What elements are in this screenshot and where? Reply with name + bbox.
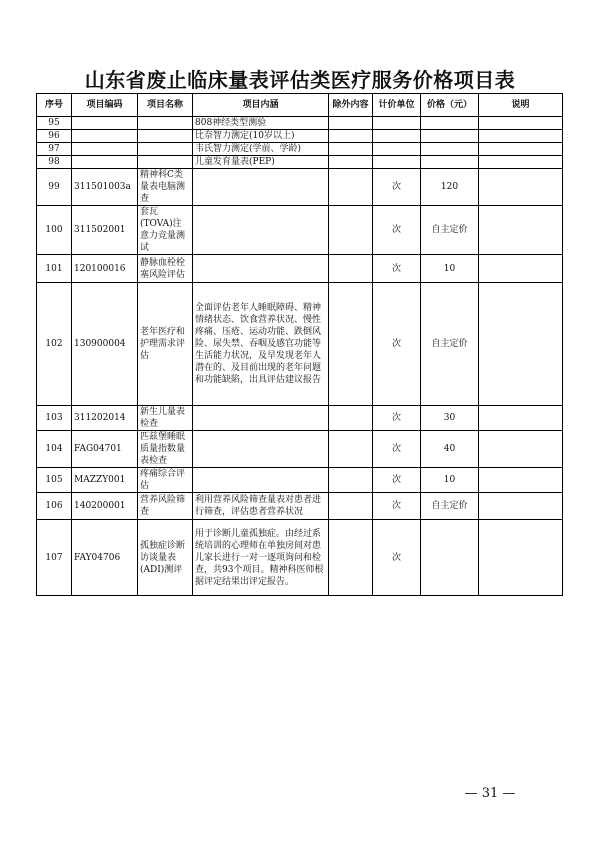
cell-no: 101 — [37, 255, 72, 283]
cell-exclusion — [329, 117, 373, 130]
table-row — [37, 283, 563, 406]
cell-code: FAY04706 — [72, 520, 138, 596]
cell-content — [193, 431, 329, 468]
cell-note — [479, 493, 563, 520]
cell-no: 102 — [37, 283, 72, 406]
table-row — [37, 406, 563, 431]
cell-unit: 次 — [373, 468, 421, 493]
cell-name: 老年医疗和护理需求评估 — [138, 283, 193, 406]
cell-name: 新生儿量表检查 — [138, 406, 193, 431]
cell-content: 儿童发育量表(PEP) — [193, 156, 329, 169]
cell-price: 10 — [421, 255, 479, 283]
cell-note — [479, 117, 563, 130]
header-name: 项目名称 — [138, 94, 193, 117]
header-content: 项目内涵 — [193, 94, 329, 117]
cell-unit — [373, 130, 421, 143]
cell-no: 95 — [37, 117, 72, 130]
cell-code — [72, 130, 138, 143]
cell-code: 311502001 — [72, 206, 138, 255]
header-no: 序号 — [37, 94, 72, 117]
table-row — [37, 493, 563, 520]
cell-no: 97 — [37, 143, 72, 156]
cell-name — [138, 117, 193, 130]
cell-code: 140200001 — [72, 493, 138, 520]
cell-content — [193, 406, 329, 431]
cell-name: 静脉血栓栓塞风险评估 — [138, 255, 193, 283]
table-row — [37, 143, 563, 156]
cell-unit: 次 — [373, 255, 421, 283]
cell-exclusion — [329, 130, 373, 143]
cell-price: 120 — [421, 169, 479, 206]
cell-price: 自主定价 — [421, 283, 479, 406]
cell-note — [479, 520, 563, 596]
cell-note — [479, 431, 563, 468]
cell-no: 104 — [37, 431, 72, 468]
cell-exclusion — [329, 156, 373, 169]
cell-note — [479, 130, 563, 143]
cell-code: 130900004 — [72, 283, 138, 406]
cell-unit — [373, 117, 421, 130]
cell-name — [138, 143, 193, 156]
cell-note — [479, 468, 563, 493]
cell-price: 10 — [421, 468, 479, 493]
cell-content: 利用营养风险筛查量表对患者进行筛查，评估患者营养状况 — [193, 493, 329, 520]
header-code: 项目编码 — [72, 94, 138, 117]
cell-unit — [373, 156, 421, 169]
price-table — [36, 93, 563, 596]
cell-exclusion — [329, 206, 373, 255]
table-row — [37, 169, 563, 206]
cell-no: 96 — [37, 130, 72, 143]
cell-note — [479, 143, 563, 156]
cell-unit: 次 — [373, 169, 421, 206]
cell-code: 120100016 — [72, 255, 138, 283]
cell-note — [479, 169, 563, 206]
cell-exclusion — [329, 255, 373, 283]
cell-unit — [373, 143, 421, 156]
cell-no: 103 — [37, 406, 72, 431]
cell-price — [421, 143, 479, 156]
cell-name: 匹兹堡睡眠质量指数量表检查 — [138, 431, 193, 468]
cell-price — [421, 520, 479, 596]
cell-content — [193, 169, 329, 206]
table-row — [37, 117, 563, 130]
cell-code — [72, 156, 138, 169]
cell-content: 808神经类型测验 — [193, 117, 329, 130]
table-header-row — [37, 94, 563, 117]
table-row — [37, 520, 563, 596]
cell-exclusion — [329, 406, 373, 431]
cell-no: 98 — [37, 156, 72, 169]
cell-content — [193, 255, 329, 283]
header-note: 说明 — [479, 94, 563, 117]
cell-exclusion — [329, 431, 373, 468]
cell-name: 孤独症诊断访谈量表(ADI)测评 — [138, 520, 193, 596]
cell-exclusion — [329, 520, 373, 596]
cell-no: 100 — [37, 206, 72, 255]
cell-unit: 次 — [373, 283, 421, 406]
cell-name: 精神科C类量表电脑测查 — [138, 169, 193, 206]
cell-exclusion — [329, 493, 373, 520]
cell-note — [479, 255, 563, 283]
cell-exclusion — [329, 283, 373, 406]
cell-name — [138, 156, 193, 169]
cell-price: 自主定价 — [421, 493, 479, 520]
cell-note — [479, 406, 563, 431]
cell-code: 311501003a — [72, 169, 138, 206]
cell-note — [479, 156, 563, 169]
table-row — [37, 130, 563, 143]
header-exclusion: 除外内容 — [329, 94, 373, 117]
cell-code — [72, 117, 138, 130]
cell-unit: 次 — [373, 206, 421, 255]
cell-price: 自主定价 — [421, 206, 479, 255]
cell-code — [72, 143, 138, 156]
cell-unit: 次 — [373, 431, 421, 468]
cell-content: 韦氏智力测定(学前、学龄) — [193, 143, 329, 156]
cell-price — [421, 156, 479, 169]
cell-price: 40 — [421, 431, 479, 468]
cell-price — [421, 117, 479, 130]
cell-exclusion — [329, 169, 373, 206]
cell-no: 99 — [37, 169, 72, 206]
cell-unit: 次 — [373, 520, 421, 596]
cell-code: MAZZY001 — [72, 468, 138, 493]
cell-exclusion — [329, 468, 373, 493]
cell-content: 用于诊断儿童孤独症。由经过系统培训的心理师在单独房间对患儿家长进行一对一逐项询问和检查，共93个项目。精神科医师根据评定结果出评定报告。 — [193, 520, 329, 596]
cell-name — [138, 130, 193, 143]
header-unit: 计价单位 — [373, 94, 421, 117]
cell-note — [479, 206, 563, 255]
cell-name: 疼痛综合评估 — [138, 468, 193, 493]
cell-price: 30 — [421, 406, 479, 431]
table-row — [37, 468, 563, 493]
table-row — [37, 255, 563, 283]
cell-content: 全面评估老年人睡眠障碍、精神情绪状态、饮食营养状况、慢性疼痛、压疮、运动功能、跌倒风险、尿失禁、吞咽及感官功能等生活能力状况，及早发现老年人潜在的、及目前出现的老年问题和功能缺陷，出具评估建议报告 — [193, 283, 329, 406]
cell-content — [193, 468, 329, 493]
cell-note — [479, 283, 563, 406]
table-body — [37, 117, 563, 596]
cell-name: 营养风险筛查 — [138, 493, 193, 520]
table-row — [37, 156, 563, 169]
cell-content: 比奈智力测定(10岁以上) — [193, 130, 329, 143]
cell-exclusion — [329, 143, 373, 156]
cell-name: 套瓦(TOVA)注意力竞量测试 — [138, 206, 193, 255]
page-number: — 31 — — [464, 786, 516, 801]
table-row — [37, 206, 563, 255]
table-row — [37, 431, 563, 468]
cell-no: 106 — [37, 493, 72, 520]
cell-price — [421, 130, 479, 143]
cell-no: 105 — [37, 468, 72, 493]
cell-unit: 次 — [373, 493, 421, 520]
cell-code: 311202014 — [72, 406, 138, 431]
header-price: 价格（元） — [421, 94, 479, 117]
cell-no: 107 — [37, 520, 72, 596]
page-title: 山东省废止临床量表评估类医疗服务价格项目表 — [84, 68, 516, 92]
cell-code: FAG04701 — [72, 431, 138, 468]
cell-content — [193, 206, 329, 255]
cell-unit: 次 — [373, 406, 421, 431]
